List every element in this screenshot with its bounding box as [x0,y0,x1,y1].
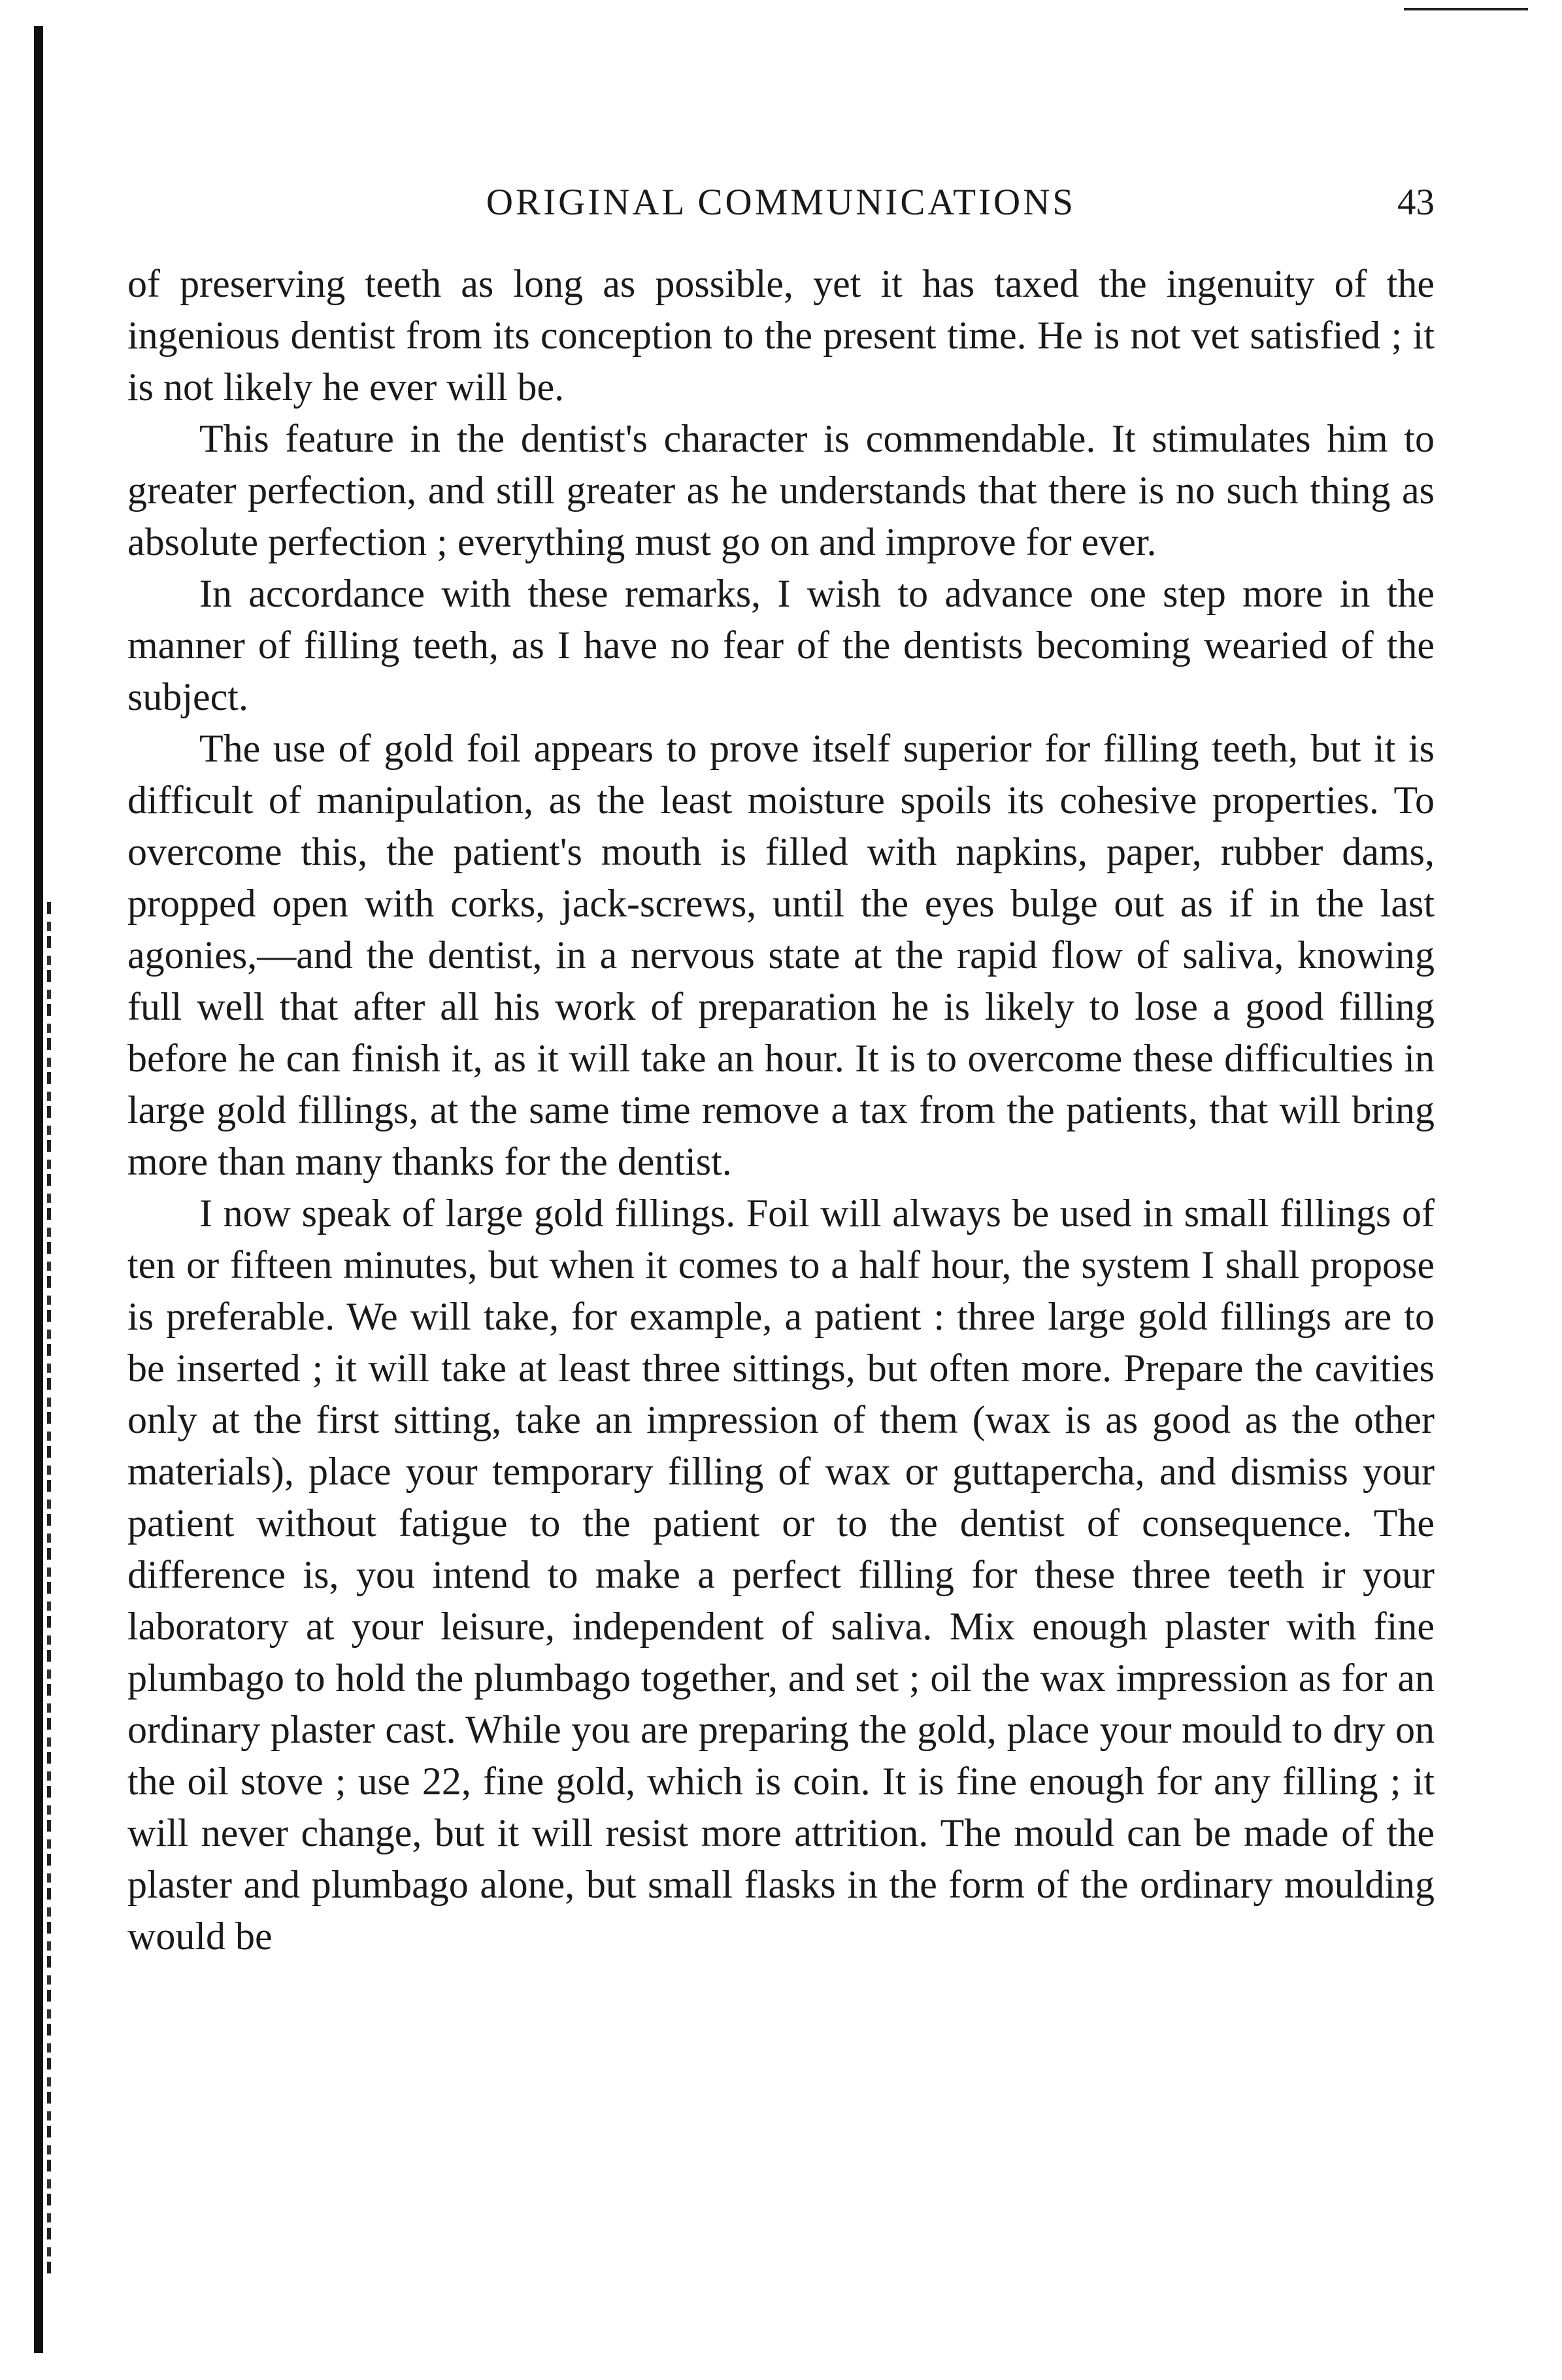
paragraph-1: of preserving teeth as long as possible, yet it has taxed the ingenuity of the ingenious dentist from its conception to the present time. He is not vet satisfied ; it is not likely he ever will be. [127,262,1435,409]
scan-margin-edge [34,26,43,2353]
paragraph-4: The use of gold foil appears to prove itself superior for filling teeth, but it is difficult of manipulation, as the least moisture spoils its cohesive properties. To overcome this, the patient's mouth is filled with napkins, paper, rubber dams, propped open with corks, jack-screws, until the eyes bulge out as if in the last agonies,—and the dentist, in a nervous state at the rapid flow of saliva, knowing full well that after all his work of preparation he is likely to lose a good filling before he can finish it, as it will take an hour. It is to overcome these difficulties in large gold fillings, at the same time remove a tax from the patients, that will bring more than many thanks for the dentist. [127,727,1435,1183]
paragraph-2: This feature in the dentist's character is commendable. It stimulates him to greater perfection, and still greater as he understands that there is no such thing as absolute perfection ; everything must go on and improve for ever. [127,417,1435,563]
paragraph-3: In accordance with these remarks, I wish to advance one step more in the manner of filling teeth, as I have no fear of the dentists becoming wearied of the subject. [127,572,1435,718]
scan-top-rule [1404,8,1528,10]
page-header [127,173,1435,232]
running-head: ORIGINAL COMMUNICATIONS [486,182,1076,223]
page-number: 43 [1397,182,1435,223]
scan-margin-edge-inner [47,902,51,2275]
paragraph-5: I now speak of large gold fillings. Foil will always be used in small fillings of ten or fifteen minutes, but when it comes to a half hour, the system I shall propose is preferable. We will take, for example, a patient : three large gold fillings are to be inserted ; it will take at least three sittings, but often more. Prepare the cavities only at the first sitting, take an impression of them (wax is as good as the other materials), place your temporary filling of wax or guttapercha, and dismiss your patient without fatigue to the patient or to the dentist of consequence. The difference is, you intend to make a perfect filling for these three teeth ir your laboratory at your leisure, independent of saliva. Mix enough plaster with fine plumbago to hold the plumbago together, and set ; oil the wax impression as for an ordinary plaster cast. While you are preparing the gold, place your mould to dry on the oil stove ; use 22, fine gold, which is coin. It is fine enough for any filling ; it will never change, but it will resist more attrition. The mould can be made of the plaster and plumbago alone, but small flasks in the form of the ordinary moulding would be [127,1192,1435,1958]
body-text [127,258,1435,1962]
